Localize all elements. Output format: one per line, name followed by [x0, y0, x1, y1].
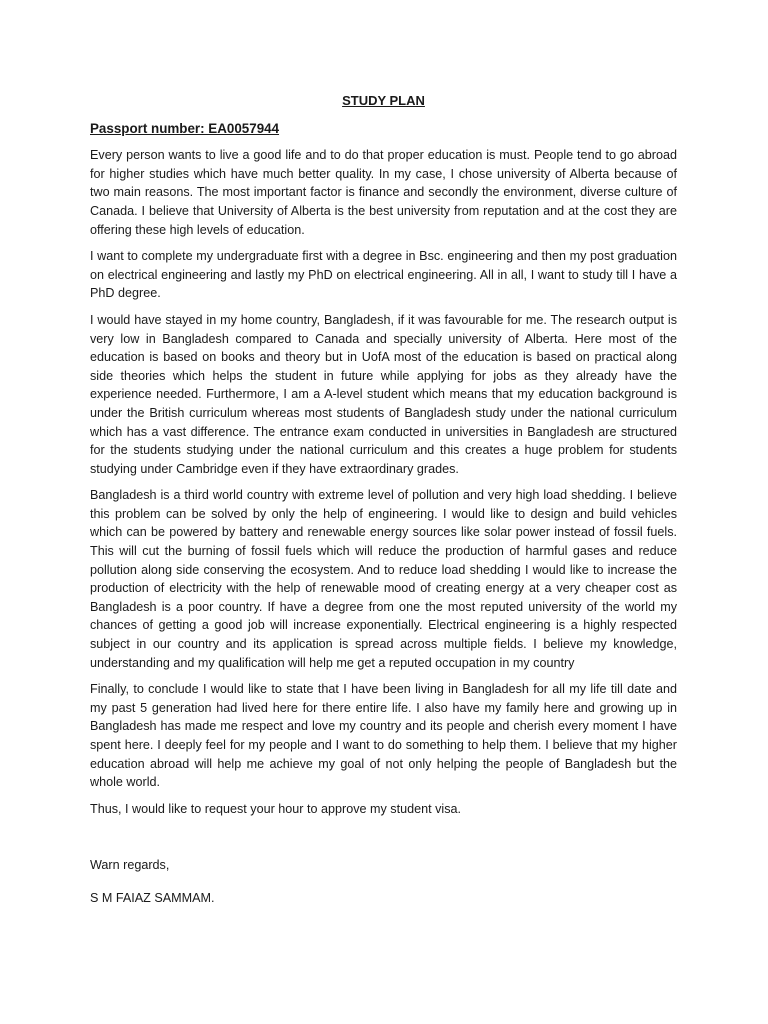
paragraph-home-country: I would have stayed in my home country, Bangladesh, if it was favourable for me. The research output is very low in Bangladesh compared to Canada and specially university of Alberta. Here most of the education is based on books and theory but in UofA most of the education is based on practical along side theories which helps the student in future while applying for jobs as they already have the experience needed. Furthermore, I am a A-level student which means that my education background is under the British curriculum whereas most students of Bangladesh study under the national curriculum which has a vast difference. The entrance exam conducted in universities in Bangladesh are structured for the students studying under the national curriculum and this creates a huge problem for students studying under Cambridge even if they have extraordinary grades. — [90, 312, 677, 476]
paragraph-degree-plan: I want to complete my undergraduate first with a degree in Bsc. engineering and then my post graduation on electrical engineering and lastly my PhD on electrical engineering. All in all, I want to study till I have a PhD degree. — [90, 249, 677, 301]
closing-line: Thus, I would like to request your hour to approve my student visa. — [90, 801, 462, 816]
document-page — [90, 92, 677, 908]
paragraph-goals: Bangladesh is a third world country with extreme level of pollution and very high load shedding. I believe this problem can be solved by only the help of engineering. I would like to design and build vehicles which can be powered by battery and renewable energy sources like solar power instead of fossil fuels. This will cut the burning of fossil fuels which will reduce the production of harmful gases and reduce pollution along side conserving the ecosystem. And to reduce load shedding I would like to increase the production of electricity with the help of renewable mood of creating energy at a very cheaper cost as Bangladesh is a poor country. If have a degree from one the most reputed university of the world my chances of getting a good job will increase exponentially. Electrical engineering is a highly respected subject in our country and its application is spread across multiple fields. I believe my knowledge, understanding and my qualification will help me get a reputed occupation in my country — [90, 488, 677, 670]
document-title: STUDY PLAN — [342, 93, 425, 108]
passport-number: Passport number: EA0057944 — [90, 120, 280, 136]
signature-name: S M FAIAZ SAMMAM. — [90, 890, 215, 905]
signoff: Warn regards, — [90, 858, 170, 873]
paragraph-conclusion: Finally, to conclude I would like to state that I have been living in Bangladesh for all my life till date and my past 5 generation had lived here for there entire life. I also have my family here and growing up in Bangladesh has made me respect and love my country and its people and cherish every moment I have spent here. I deeply feel for my people and I want to do something to help them. I believe that my higher education abroad will help me achieve my goal of not only helping the people of Bangladesh but the whole world. — [90, 682, 677, 790]
paragraph-intro: Every person wants to live a good life and to do that proper education is must. People tend to go abroad for higher studies which have much better quality. In my case, I chose university of Alberta because of two main reasons. The most important factor is finance and secondly the environment, diverse culture of Canada. I believe that University of Alberta is the best university from reputation and at the cost they are offering these high levels of education. — [90, 148, 677, 237]
